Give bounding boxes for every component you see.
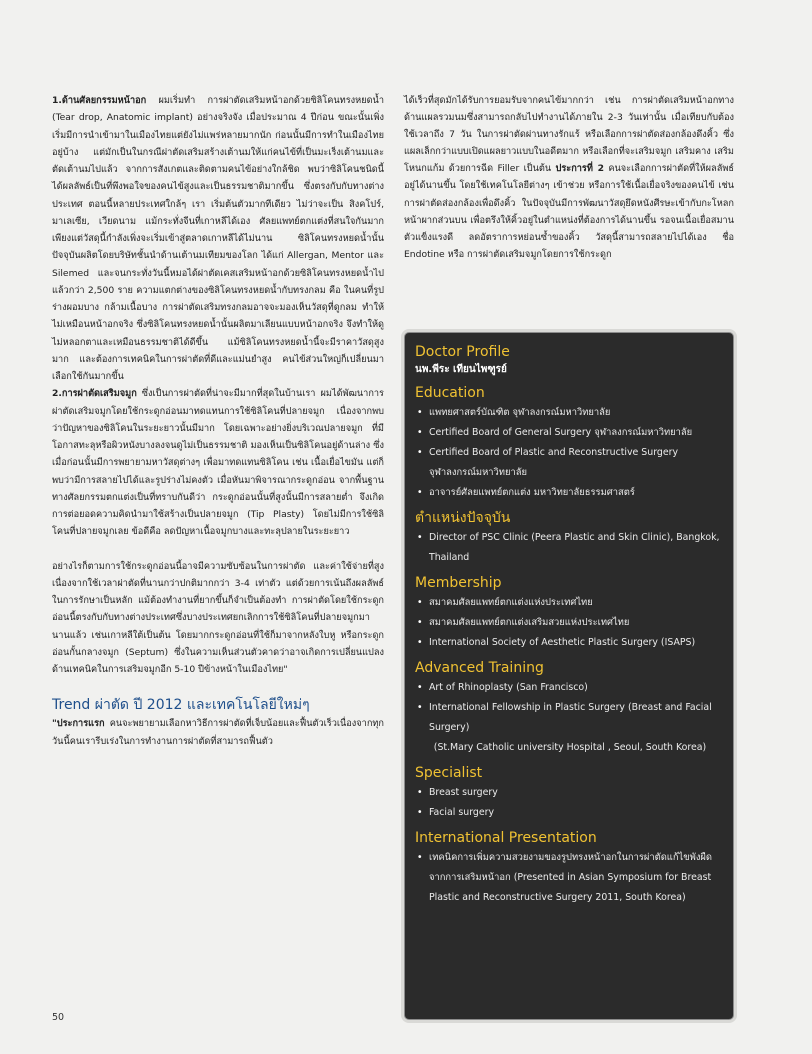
list-item bbox=[415, 483, 725, 503]
bullet-icon: • bbox=[417, 852, 423, 863]
heading-breast-surgery: 1.ด้านศัลยกรรมหน้าอก bbox=[52, 95, 147, 106]
text-rhinoplasty: ซึ่งเป็นการผ่าตัดที่น่าจะมีมากที่สุดในบ้านเรา ผมได้พัฒนาการผ่าตัดเสริมจมูกโดยใช้กระดูกอ่อนมาทดแทนการใช้ซิลิโคนที่ปลายจมูก เนื่องจากพบว่าปัญหาของซิลิโคนในระยะยาวนั้นมีมาก โดยเฉพาะอย่างยิ่งบริเวณปลายจมูก ที่มีโอกาสทะลุหรือผิวหนังบางลงจนดูไม่เป็นธรรมชาติ มองเห็นเป็นซิลิโคนอยู่ด้านล่าง ซึ่งเมื่อก่อนนั้นมีการพยายามหาวัสดุต่างๆ เพื่อมาทดแทนซิลิโคน เช่น เนื้อเยื่อไขมัน แต่ก็พบว่ามีการสลายไปได้และรูปร่างไม่คงตัว เมื่อหันมาพิจารณากระดูกอ่อน จากพื้นฐานทางศัลยกรรมตกแต่งเป็นที่ทราบกันดีว่า กระดูกอ่อนนั้นที่สูงนั้นมีการสลายต่ำ จึงเกิดการต่อยอดความคิดนำมาใช้สร้างเป็นปลายจมูก (Tip Plasty) โดยไม่มีการใช้ซิลิโคนที่ปลายจมูกเลย ข้อดีคือ ลดปัญหาเนื้อจมูกบางและทะลุปลายในระยะยาว bbox=[52, 388, 384, 538]
membership-heading: Membership bbox=[415, 575, 502, 591]
list-item bbox=[415, 403, 725, 423]
profile-title: Doctor Profile bbox=[415, 344, 510, 360]
page-number: 50 bbox=[52, 1012, 65, 1023]
bullet-icon: • bbox=[417, 617, 423, 628]
list-item-text: สมาคมศัลยแพทย์ตกแต่งเสริมสวยแห่งประเทศไทย bbox=[429, 617, 630, 628]
list-item-text: Certified Board of General Surgery จุฬาลงกรณ์มหาวิทยาลัย bbox=[429, 427, 693, 438]
list-item bbox=[415, 783, 725, 803]
list-item bbox=[415, 698, 725, 738]
paragraph-breast-surgery bbox=[52, 92, 384, 385]
paragraph-rhinoplasty bbox=[52, 385, 384, 540]
training-list bbox=[415, 678, 725, 758]
list-item-text: Director of PSC Clinic (Peera Plastic and Skin Clinic), Bangkok, Thailand bbox=[429, 532, 720, 563]
bullet-icon: • bbox=[417, 787, 423, 798]
training-heading: Advanced Training bbox=[415, 660, 544, 676]
presentation-list bbox=[415, 848, 725, 908]
bullet-icon: • bbox=[417, 597, 423, 608]
list-item bbox=[415, 633, 725, 653]
list-item bbox=[415, 443, 725, 483]
paragraph-cartilage: อย่างไรก็ตามการใช้กระดูกอ่อนนี้อาจมีความซับซ้อนในการผ่าตัด และค่าใช้จ่ายที่สูงเนื่องจากใช้เวลาผ่าตัดที่นานกว่าปกติมากกว่า 3-4 เท่าตัว แต่ด้วยการเน้นถึงผลลัพธ์ในการรักษาเป็นหลัก แม้ต้องทำงานที่ยากขึ้นก็จำเป็นต้องทำ การผ่าตัดโดยใช้กระดูกอ่อนนี้ตรงกับกับทางต่างประเทศซึ่งบางประเทศยกเลิกการใช้ซิลิโคนที่ปลายจมูกมานานแล้ว เช่นเกาหลีใต้เป็นต้น โดยมากกระดูกอ่อนที่ใช้ก็มาจากหลังใบหู หรือกระดูกอ่อนกั้นกลางจมูก (Septum) ซึ่งในความเห็นส่วนตัวคาดว่าอาจเกิดการเปลี่ยนแปลงด้านเทคนิคในการเสริมจมูกอีก 5-10 ปีข้างหน้าในเมืองไทย" bbox=[52, 560, 384, 675]
list-item-text: International Fellowship in Plastic Surgery (Breast and Facial Surgery) bbox=[429, 702, 712, 733]
list-item-text: Facial surgery bbox=[429, 807, 495, 818]
list-item bbox=[415, 803, 725, 823]
list-item-text: เทคนิคการเพิ่มความสวยงามของรูปทรงหน้าอกในการผ่าตัดแก้ไขพังผืดจากการเสริมหน้าอก (Presented in Asian Symposium for Breast Plastic and Reconstructive Surgery 2011, South Korea) bbox=[429, 852, 712, 903]
specialist-list bbox=[415, 783, 725, 823]
position-list bbox=[415, 528, 725, 568]
text-breast-surgery: ผมเริ่มทำ การผ่าตัดเสริมหน้าอกด้วยซิลิโคนทรงหยดน้ำ (Tear drop, Anatomic implant) อย่างจริงจัง เมื่อประมาณ 4 ปีก่อน ขณะนั้นเพิ่งเริ่มมีการนำเข้ามาในเมืองไทยแต่ยังไม่แพร่หลายมากนัก ก่อนนั้นมีการทำในเมืองไทยอยู่บ้าง แต่มักเป็นในกรณีผ่าตัดเสริมสร้างเต้านมให้แก่คนไข้ที่เป็นมะเร็งเต้านมและตัดเต้านมไปแล้ว จากการสังเกตและติดตามคนไข้อย่างใกล้ชิด พบว่าซิลิโคนชนิดนี้ได้ผลลัพธ์เป็นที่พึงพอใจของคนไข้สูงและเป็นธรรมชาติมากขึ้น ซึ่งตรงกับกับทางต่างประเทศ ตอนนี้หลายประเทศใกล้ๆ เรา เริ่มต้นตัวมากทีเดียว ไม่ว่าจะเป็น สิงคโปร์, มาเลเซีย, เวียดนาม แม้กระทั่งจีนที่เกาหลีได้เอง ศัลยแพทย์ตกแต่งที่สนใจกันมาก เพียงแต่วัสดุนี้กำลังเพิ่งจะเริ่มเข้าสู่ตลาดเกาหลีได้ไม่นาน ซิลิโคนทรงหยดน้ำนั้น ปัจจุบันผลิตโดยบริษัทชั้นนำด้านเต้านมเทียมของโลก ได้แก่ Allergan, Mentor และ Silemed และจนกระทั่งวันนี้หมอได้ผ่าตัดเคสเสริมหน้าอกด้วยซิลิโคนทรงหยดน้ำไปแล้วกว่า 2,500 ราย ความแตกต่างของซิลิโคนทรงหยดน้ำกับทรงกลม คือ ในคนที่รูปร่างผอมบาง กล้ามเนื้อบาง การผ่าตัดเสริมทรงกลมอาจจะมองเห็นวัสดุที่ดูกลม ทำให้ไม่เหมือนหน้าอกจริง ซึ่งซิลิโคนทรงหยดน้ำนั้นผลิตมาเลียนแบบหน้าอกจริง จึงทำให้ดูไม่หลอกตาและเหมือนธรรมชาติได้ดีขึ้น แม้ซิลิโคนทรงหยดน้ำนี้จะมีราคาวัสดุสูงมาก และต้องการเทคนิคในการผ่าตัดที่ดีและแม่นยำสูง คนไข้ส่วนใหญ่ก็เปลี่ยนมาเลือกใช้กันมากขึ้น bbox=[52, 95, 384, 382]
paragraph-trend-first bbox=[52, 715, 384, 750]
list-item-text: แพทยศาสตร์บัณฑิต จุฬาลงกรณ์มหาวิทยาลัย bbox=[429, 407, 611, 418]
bullet-icon: • bbox=[417, 447, 423, 458]
paragraph-continued bbox=[404, 92, 734, 263]
bullet-icon: • bbox=[417, 637, 423, 648]
trend-second-text: คนจะเลือกการผ่าตัดที่ให้ผลลัพธ์อยู่ได้นานขึ้น โดยใช้เทคโนโลยีต่างๆ เข้าช่วย หรือการใช้เนื้อเยื่อจริงของคนไข้ เช่น การผ่าตัดส่องกล้องเพื่อดึงคิ้ว ในปัจจุบันมีการพัฒนาวัสดุยึดหนังศีรษะเข้ากับกะโหลกหน้าผากส่วนบน เพื่อตรึงให้คิ้วอยู่ในตำแหน่งที่ต้องการได้นานขึ้น รอจนเนื้อเยื่อสมานตัวแข็งแรงดี ลดอัตราการหย่อนซ้ำของคิ้ว วัสดุนี้สามารถสลายไปได้เอง ชื่อ Endotine หรือ การผ่าตัดเสริมจมูกโดยการใช้กระดูก bbox=[404, 163, 734, 260]
bullet-icon: • bbox=[417, 682, 423, 693]
trend-first-label: "ประการแรก bbox=[52, 718, 105, 730]
heading-rhinoplasty: 2.การผ่าตัดเสริมจมูก bbox=[52, 388, 137, 400]
training-note: (St.Mary Catholic university Hospital , Seoul, South Korea) bbox=[433, 742, 707, 753]
position-heading: ตำแหน่งปัจจุบัน bbox=[415, 510, 511, 526]
list-item bbox=[415, 423, 725, 443]
bullet-icon: • bbox=[417, 532, 423, 543]
education-list bbox=[415, 403, 725, 503]
bullet-icon: • bbox=[417, 407, 423, 418]
list-item-text: Breast surgery bbox=[429, 787, 498, 798]
list-item-text: สมาคมศัลยแพทย์ตกแต่งแห่งประเทศไทย bbox=[429, 597, 593, 608]
bullet-icon: • bbox=[417, 807, 423, 818]
education-heading: Education bbox=[415, 385, 485, 401]
membership-list bbox=[415, 593, 725, 653]
doctor-profile-box bbox=[404, 332, 734, 1020]
list-item-text: Art of Rhinoplasty (San Francisco) bbox=[429, 682, 588, 693]
trend-second-label: ประการที่ 2 bbox=[555, 163, 604, 175]
list-item bbox=[415, 678, 725, 698]
bullet-icon: • bbox=[417, 427, 423, 438]
list-item bbox=[415, 613, 725, 633]
list-item bbox=[415, 848, 725, 908]
list-item bbox=[415, 528, 725, 568]
list-item-text: อาจารย์ศัลยแพทย์ตกแต่ง มหาวิทยาลัยธรรมศาสตร์ bbox=[429, 487, 635, 498]
trend-first-text: คนจะพยายามเลือกหาวิธีการผ่าตัดที่เจ็บน้อยและฟื้นตัวเร็วเนื่องจากทุกวันนี้คนเรารีบเร่งในการทำงานการผ่าตัดที่สามารถฟื้นตัว bbox=[52, 718, 384, 747]
doctor-name: นพ.พีระ เทียนไพฑูรย์ bbox=[415, 364, 507, 375]
left-article-column bbox=[52, 92, 384, 750]
trend-heading: Trend ผ่าตัด ปี 2012 และเทคโนโลยีใหม่ๆ bbox=[52, 697, 310, 714]
presentation-heading: International Presentation bbox=[415, 830, 597, 846]
text-continued: ได้เร็วที่สุดมักได้รับการยอมรับจากคนไข้มากกว่า เช่น การผ่าตัดเสริมหน้าอกทางด้านแผลรวมนมซึ่งสามารถกลับไปทำงานได้ภายใน 2-3 วันเท่านั้น เมื่อเทียบกับต้องใช้เวลาถึง 7 วัน ในการผ่าตัดผ่านทางรักแร้ หรือเลือกการผ่าตัดส่องกล้องดึงคิ้ว ซึ่งแผลเล็กกว่าแบบเปิดแผลยาวแบบในอดีตมาก หรือเลือกที่จะเสริมจมูก เสริมคาง เสริมโหนกแก้ม ด้วยการฉีด Filler เป็นต้น bbox=[404, 95, 734, 175]
specialist-heading: Specialist bbox=[415, 765, 483, 781]
bullet-icon: • bbox=[417, 702, 423, 713]
bullet-icon: • bbox=[417, 487, 423, 498]
list-item-text: International Society of Aesthetic Plastic Surgery (ISAPS) bbox=[429, 637, 696, 648]
list-item-text: Certified Board of Plastic and Reconstructive Surgery จุฬาลงกรณ์มหาวิทยาลัย bbox=[429, 447, 679, 478]
list-item bbox=[415, 593, 725, 613]
right-article-column bbox=[404, 92, 734, 263]
